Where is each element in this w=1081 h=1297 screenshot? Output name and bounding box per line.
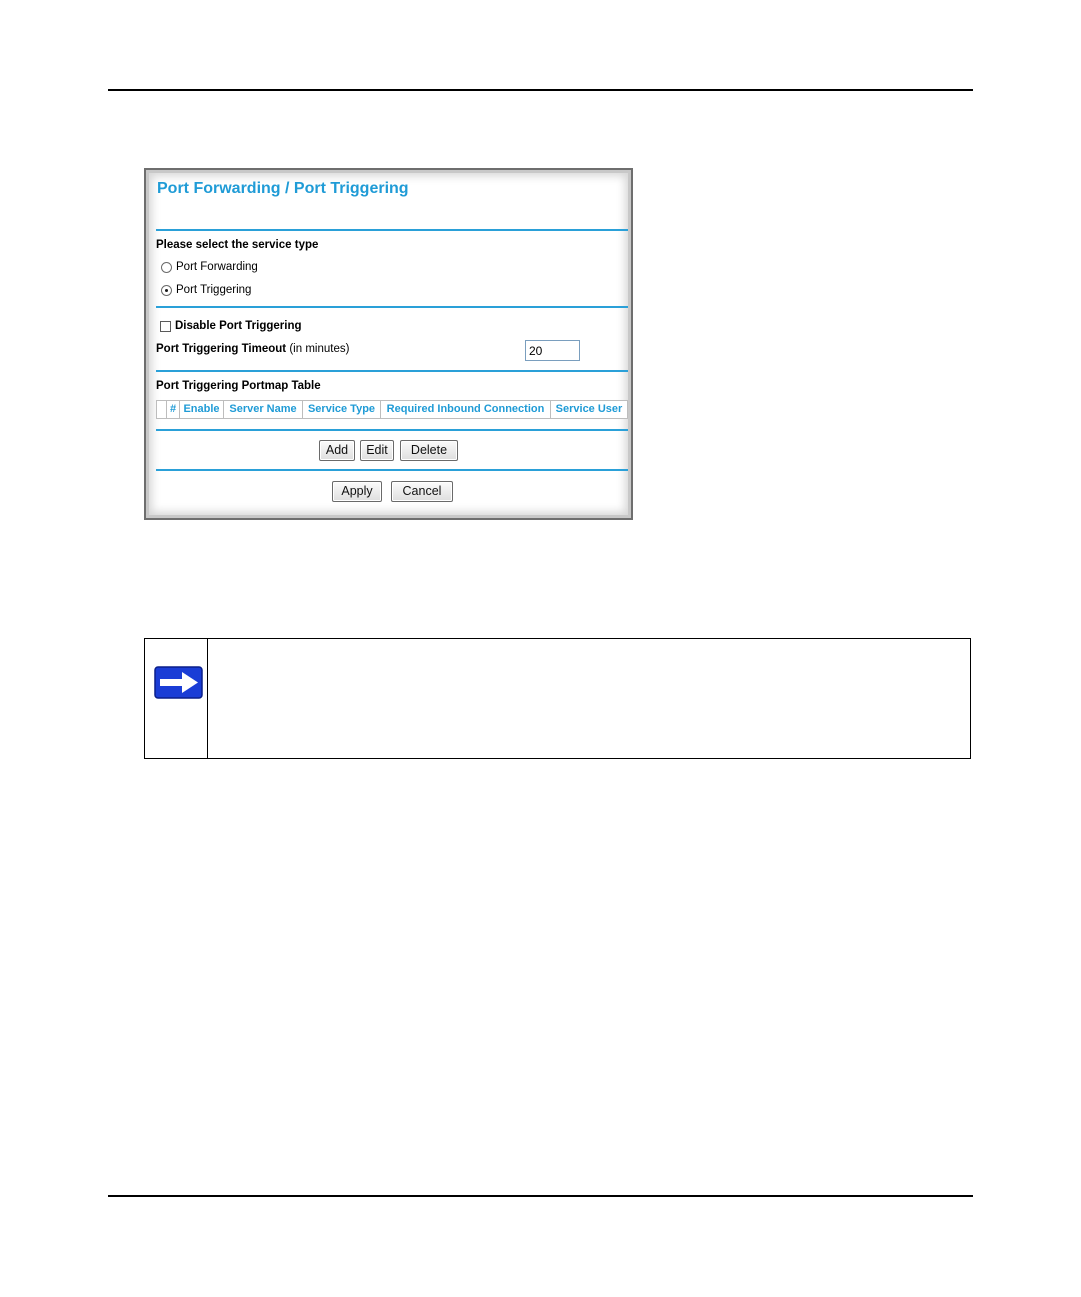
timeout-label-group [156,343,349,355]
portmap-table-title: Port Triggering Portmap Table [156,380,321,392]
add-button[interactable]: Add [319,440,355,461]
radio-port-forwarding-label: Port Forwarding [176,261,258,273]
timeout-input[interactable] [525,340,580,361]
portmap-table [156,400,628,419]
column-header-enable: Enable [180,401,224,418]
divider [156,469,628,471]
disable-port-triggering-checkbox[interactable] [160,321,171,332]
table-select-column [157,401,167,418]
timeout-unit: (in minutes) [289,343,350,355]
footer-rule [108,1195,973,1197]
radio-port-triggering[interactable] [161,285,172,296]
header-rule [108,89,973,91]
radio-port-forwarding[interactable] [161,262,172,273]
note-box [144,638,971,759]
edit-button[interactable]: Edit [360,440,394,461]
column-header-service-user: Service User [555,403,623,415]
column-header-required-inbound: Required Inbound Connection [381,401,551,418]
disable-port-triggering-label: Disable Port Triggering [175,320,302,332]
timeout-label: Port Triggering Timeout [156,343,287,355]
divider [156,370,628,372]
arrow-right-icon [154,666,203,699]
radio-port-triggering-label: Port Triggering [176,284,252,296]
apply-button[interactable]: Apply [332,481,382,502]
note-divider [207,639,208,758]
port-triggering-panel [144,168,633,520]
column-header-service-type: Service Type [303,401,381,418]
column-header-number: # [167,401,180,418]
delete-button[interactable]: Delete [400,440,458,461]
page-title: Port Forwarding / Port Triggering [157,180,409,197]
service-type-label: Please select the service type [156,239,319,251]
column-header-server-name: Server Name [224,401,303,418]
divider [156,306,628,308]
divider [156,229,628,231]
divider [156,429,628,431]
cancel-button[interactable]: Cancel [391,481,453,502]
